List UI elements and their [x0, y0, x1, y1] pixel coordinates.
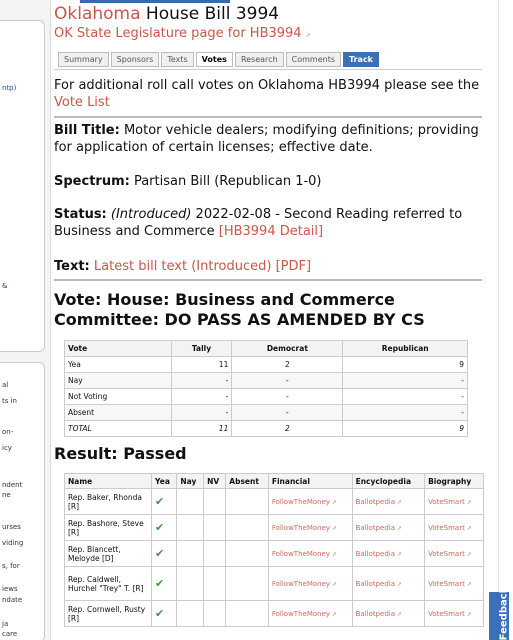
divider [54, 116, 482, 118]
members-header: Encyclopedia [352, 474, 425, 489]
member-link-cell [352, 515, 425, 541]
tally-row [65, 405, 468, 421]
vote-cell [177, 601, 204, 627]
tally-cell: 9 [343, 357, 468, 373]
external-link-icon: ⇗ [395, 525, 402, 532]
tab-votes[interactable]: Votes [196, 52, 233, 67]
result-heading: Result: Passed [54, 444, 187, 463]
member-link-ballotpedia[interactable]: Ballotpedia [355, 498, 396, 506]
external-link-icon: ⇗ [395, 499, 402, 506]
tally-cell: - [343, 405, 468, 421]
members-header: NV [204, 474, 226, 489]
member-link-ballotpedia[interactable]: Ballotpedia [355, 580, 396, 588]
external-link-icon: ⇗ [464, 499, 472, 506]
tally-header: Vote [65, 341, 172, 357]
vote-heading [54, 290, 425, 330]
tally-cell: 11 [171, 357, 232, 373]
bill-title-text: Motor vehicle dealers; modifying definitions; providing for application of certain licenses; effective date. [54, 123, 479, 155]
yea-cell [152, 515, 177, 541]
external-link-icon: ⇗ [330, 581, 337, 588]
members-header: Yea [152, 474, 177, 489]
member-link-cell [268, 541, 352, 567]
member-link-cell [425, 489, 484, 515]
tally-table [64, 340, 468, 437]
bill-detail-link[interactable]: [HB3994 Detail] [218, 224, 324, 239]
tally-cell: Not Voting [65, 389, 172, 405]
external-link-icon: ⇗ [395, 551, 402, 558]
member-link-cell [425, 567, 484, 601]
sidebar-text: & [2, 282, 8, 290]
tally-header: Republican [343, 341, 468, 357]
page-edge [498, 0, 499, 640]
vote-cell [177, 541, 204, 567]
status-stage: (Introduced) [110, 207, 192, 222]
spectrum-text: Partisan Bill (Republican 1-0) [129, 174, 322, 189]
vote-cell [204, 541, 226, 567]
tally-cell: - [343, 389, 468, 405]
yea-cell [152, 489, 177, 515]
member-name: Rep. Bashore, Steve [R] [65, 515, 152, 541]
member-link-votesmart[interactable]: VoteSmart [428, 550, 465, 558]
member-link-cell [352, 541, 425, 567]
member-link-cell [425, 601, 484, 627]
member-link-votesmart[interactable]: VoteSmart [428, 580, 465, 588]
yea-cell [152, 541, 177, 567]
member-row [65, 489, 484, 515]
member-link-ballotpedia[interactable]: Ballotpedia [355, 524, 396, 532]
check-icon: ✔ [155, 547, 165, 560]
member-link-cell [268, 567, 352, 601]
vote-cell [204, 515, 226, 541]
sidebar-text: ndate [2, 596, 23, 604]
tally-row [65, 421, 468, 437]
external-link-icon: ⇗ [464, 551, 472, 558]
yea-cell [152, 601, 177, 627]
external-link-icon: ⇗ [395, 581, 402, 588]
vote-list-link[interactable]: Vote List [54, 95, 110, 110]
status-paragraph [54, 206, 482, 240]
member-name: Rep. Blancett, Meloyde [D] [65, 541, 152, 567]
text-label: Text: [54, 259, 90, 274]
member-row [65, 541, 484, 567]
legislature-link-text[interactable]: OK State Legislature page for HB3994 [54, 26, 302, 41]
tab-texts[interactable]: Texts [161, 52, 193, 67]
vote-cell [204, 601, 226, 627]
vote-cell [226, 515, 269, 541]
vote-cell [204, 567, 226, 601]
bill-title-label: Bill Title: [54, 123, 120, 138]
tally-cell: 9 [343, 421, 468, 437]
feedback-label: Feedback [498, 586, 510, 640]
feedback-button[interactable] [489, 586, 510, 640]
members-header: Name [65, 474, 152, 489]
sidebar-text: iews [2, 585, 18, 593]
tab-track[interactable]: Track [343, 52, 379, 67]
check-icon: ✔ [155, 521, 165, 534]
vote-cell [177, 567, 204, 601]
tally-cell: 2 [232, 357, 343, 373]
tab-research[interactable]: Research [235, 52, 284, 67]
member-link-cell [268, 489, 352, 515]
sidebar-text: care [2, 630, 18, 638]
sidebar-text: ntp) [2, 84, 17, 92]
tab-sponsors[interactable]: Sponsors [111, 52, 160, 67]
tab-summary[interactable]: Summary [58, 52, 109, 67]
vote-heading-line2: Committee: DO PASS AS AMENDED BY CS [54, 310, 425, 329]
title-bill: House Bill 3994 [140, 4, 280, 24]
sidebar-text: ndent [2, 481, 23, 489]
tally-cell: - [232, 373, 343, 389]
member-link-cell [268, 515, 352, 541]
external-link-icon: ⇗ [330, 551, 337, 558]
member-link-votesmart[interactable]: VoteSmart [428, 498, 465, 506]
tally-header: Democrat [232, 341, 343, 357]
members-header: Nay [177, 474, 204, 489]
member-row [65, 601, 484, 627]
sidebar-text: on- [2, 428, 14, 436]
external-link-icon: ⇗ [464, 611, 472, 618]
sidebar-text: urses [2, 523, 21, 531]
tally-cell: - [343, 373, 468, 389]
external-link-icon: ⇗ [330, 525, 337, 532]
member-link-cell [425, 541, 484, 567]
member-link-followthemoney[interactable]: FollowTheMoney [271, 524, 331, 532]
sidebar-panel-top [0, 20, 45, 352]
tab-bar [58, 52, 379, 67]
external-link-icon: ⇗ [395, 611, 402, 618]
check-icon: ✔ [155, 577, 165, 590]
tally-cell: - [171, 405, 232, 421]
member-link-ballotpedia[interactable]: Ballotpedia [355, 610, 396, 618]
member-row [65, 515, 484, 541]
tally-cell: - [232, 405, 343, 421]
status-label: Status: [54, 207, 107, 222]
tally-cell: Absent [65, 405, 172, 421]
tally-cell: 11 [171, 421, 232, 437]
legislature-link[interactable] [54, 26, 311, 41]
external-link-icon: ⇗ [330, 499, 337, 506]
member-link-votesmart[interactable]: VoteSmart [428, 524, 465, 532]
tally-cell: - [171, 389, 232, 405]
tally-row [65, 373, 468, 389]
yea-cell [152, 567, 177, 601]
bill-title-paragraph [54, 122, 482, 156]
tally-cell: 2 [232, 421, 343, 437]
intro-text: For additional roll call votes on Oklahoma HB3994 please see the [54, 78, 480, 93]
member-link-followthemoney[interactable]: FollowTheMoney [271, 580, 331, 588]
sidebar-text: al [2, 381, 9, 389]
vote-cell [226, 567, 269, 601]
sidebar-text: icy [2, 444, 12, 452]
member-link-votesmart[interactable]: VoteSmart [428, 610, 465, 618]
vote-cell [226, 489, 269, 515]
external-link-icon: ⇗ [464, 525, 472, 532]
tab-divider [54, 69, 482, 70]
title-state[interactable]: Oklahoma [54, 4, 141, 24]
tally-cell: Nay [65, 373, 172, 389]
external-link-icon: ⇗ [464, 581, 472, 588]
left-sidebar [0, 0, 51, 640]
check-icon: ✔ [155, 495, 165, 508]
vote-heading-line1: Vote: House: Business and Commerce [54, 290, 395, 309]
vote-cell [204, 489, 226, 515]
text-paragraph [54, 258, 482, 275]
vote-cell [177, 489, 204, 515]
tab-comments[interactable]: Comments [286, 52, 341, 67]
member-row [65, 567, 484, 601]
members-header: Absent [226, 474, 269, 489]
sidebar-text: ja [2, 620, 9, 628]
spectrum-label: Spectrum: [54, 174, 130, 189]
member-link-cell [425, 515, 484, 541]
bill-text-link[interactable]: Latest bill text (Introduced) [PDF] [93, 259, 312, 274]
sidebar-text: viding [2, 539, 24, 547]
member-name: Rep. Caldwell, Hurchel "Trey" T. [R] [65, 567, 152, 601]
member-link-cell [352, 601, 425, 627]
tally-cell: Yea [65, 357, 172, 373]
tally-header: Tally [171, 341, 232, 357]
member-link-cell [352, 489, 425, 515]
status-text: 2022-02-08 - Second Reading referred to Business and Commerce [54, 207, 463, 239]
sidebar-text: ne [2, 491, 11, 499]
share-bar [80, 0, 230, 3]
member-link-cell [352, 567, 425, 601]
check-icon: ✔ [155, 607, 165, 620]
member-link-followthemoney[interactable]: FollowTheMoney [271, 550, 331, 558]
member-link-followthemoney[interactable]: FollowTheMoney [271, 498, 331, 506]
tally-row [65, 389, 468, 405]
member-link-cell [268, 601, 352, 627]
member-link-followthemoney[interactable]: FollowTheMoney [271, 610, 331, 618]
external-link-icon: ⇗ [305, 32, 311, 39]
external-link-icon: ⇗ [330, 611, 337, 618]
vote-cell [226, 601, 269, 627]
member-name: Rep. Baker, Rhonda [R] [65, 489, 152, 515]
sidebar-text: s, for [2, 562, 20, 570]
members-header: Biography [425, 474, 484, 489]
members-table [64, 473, 484, 627]
tally-cell: - [171, 373, 232, 389]
page-title [54, 4, 279, 25]
tally-row [65, 357, 468, 373]
member-link-ballotpedia[interactable]: Ballotpedia [355, 550, 396, 558]
divider [54, 279, 482, 281]
tally-cell: TOTAL [65, 421, 172, 437]
members-header: Financial [268, 474, 352, 489]
vote-cell [226, 541, 269, 567]
member-name: Rep. Cornwell, Rusty [R] [65, 601, 152, 627]
sidebar-text: ts in [2, 397, 17, 405]
spectrum-paragraph [54, 173, 482, 190]
tally-cell: - [232, 389, 343, 405]
intro-paragraph [54, 77, 482, 111]
vote-cell [177, 515, 204, 541]
